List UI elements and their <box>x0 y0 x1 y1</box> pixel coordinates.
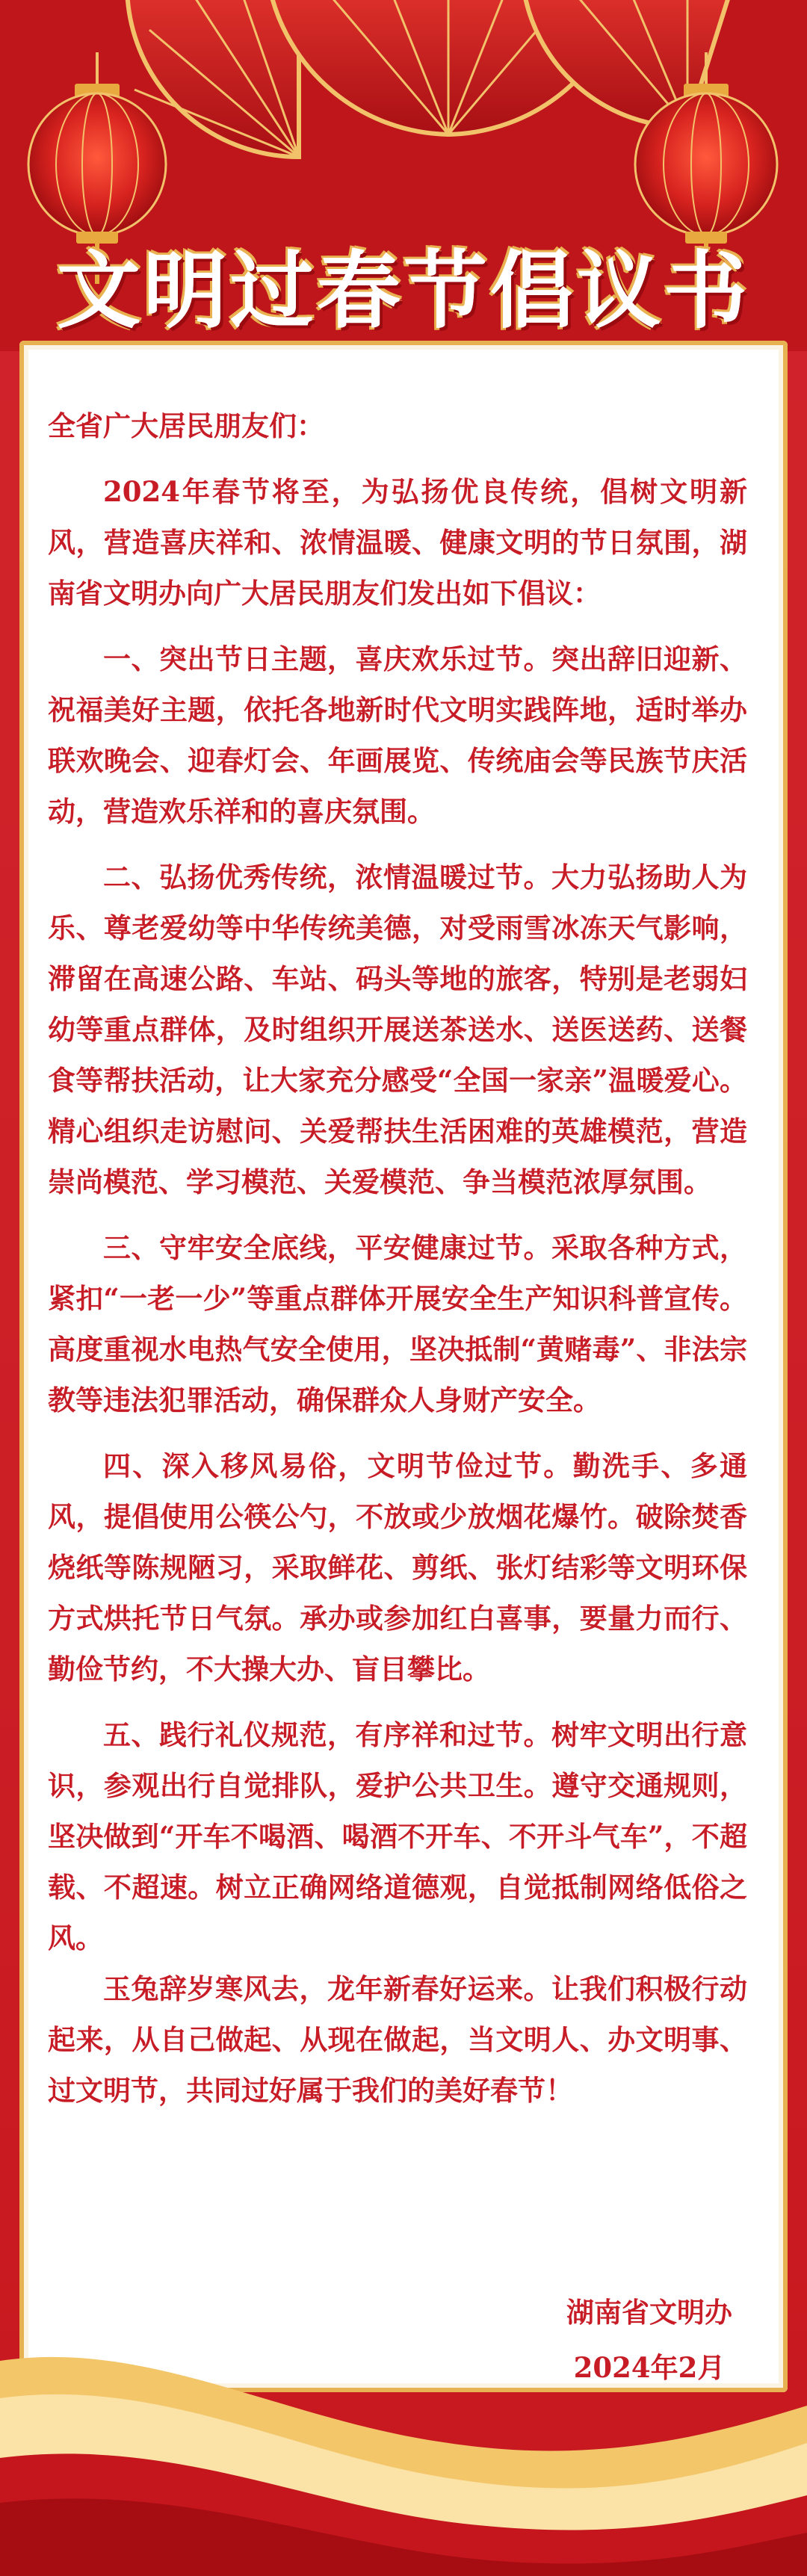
paragraph-point-1: 一、突出节日主题，喜庆欢乐过节。突出辞旧迎新、祝福美好主题，依托各地新时代文明实践阵地，适时举办联欢晚会、迎春灯会、年画展览、传统庙会等民族节庆活动，营造欢乐祥和的喜庆氛围。 <box>48 643 747 828</box>
signature-block <box>566 2285 732 2395</box>
paragraph-intro: 2024年春节将至，为弘扬优良传统，倡树文明新风，营造喜庆祥和、浓情温暖、健康文明的节日氛围，湖南省文明办向广大居民朋友们发出如下倡议： <box>48 475 747 610</box>
signature-org: 湖南省文明办 <box>566 2296 732 2329</box>
paragraph-point-3: 三、守牢安全底线，平安健康过节。采取各种方式，紧扣“一老一少”等重点群体开展安全生产知识科普宣传。高度重视水电热气安全使用，坚决抵制“黄赌毒”、非法宗教等违法犯罪活动，确保群众人身财产安全。 <box>48 1231 747 1417</box>
salutation: 全省广大居民朋友们： <box>48 409 324 442</box>
signature-date: 2024年2月 <box>573 2351 726 2384</box>
paragraph-closing: 玉兔辞岁寒风去，龙年新春好运来。让我们积极行动起来，从自己做起、从现在做起，当文明人、办文明事、过文明节，共同过好属于我们的美好春节！ <box>48 1972 747 2107</box>
paragraph-point-4: 四、深入移风易俗，文明节俭过节。勤洗手、多通风，提倡使用公筷公勺，不放或少放烟花爆竹。破除焚香烧纸等陈规陋习，采取鲜花、剪纸、张灯结彩等文明环保方式烘托节日气氛。承办或参加红白喜事，要量力而行、勤俭节约，不大操大办、盲目攀比。 <box>48 1449 747 1685</box>
letter-body <box>48 400 747 2131</box>
page-title: 文明过春节倡议书 <box>57 243 750 340</box>
paragraph-point-5: 五、践行礼仪规范，有序祥和过节。树牢文明出行意识，参观出行自觉排队，爱护公共卫生。遵守交通规则，坚决做到“开车不喝酒、喝酒不开车、不开斗气车”，不超载、不超速。树立正确网络道德观，自觉抵制网络低俗之风。 <box>48 1718 747 1954</box>
paragraph-point-2: 二、弘扬优秀传统，浓情温暖过节。大力弘扬助人为乐、尊老爱幼等中华传统美德，对受雨雪冰冻天气影响，滞留在高速公路、车站、码头等地的旅客，特别是老弱妇幼等重点群体，及时组织开展送茶送水、送医送药、送餐食等帮扶活动，让大家充分感受“全国一家亲”温暖爱心。精心组织走访慰问、关爱帮扶生活困难的英雄模范，营造崇尚模范、学习模范、关爱模范、争当模范浓厚氛围。 <box>48 861 747 1198</box>
